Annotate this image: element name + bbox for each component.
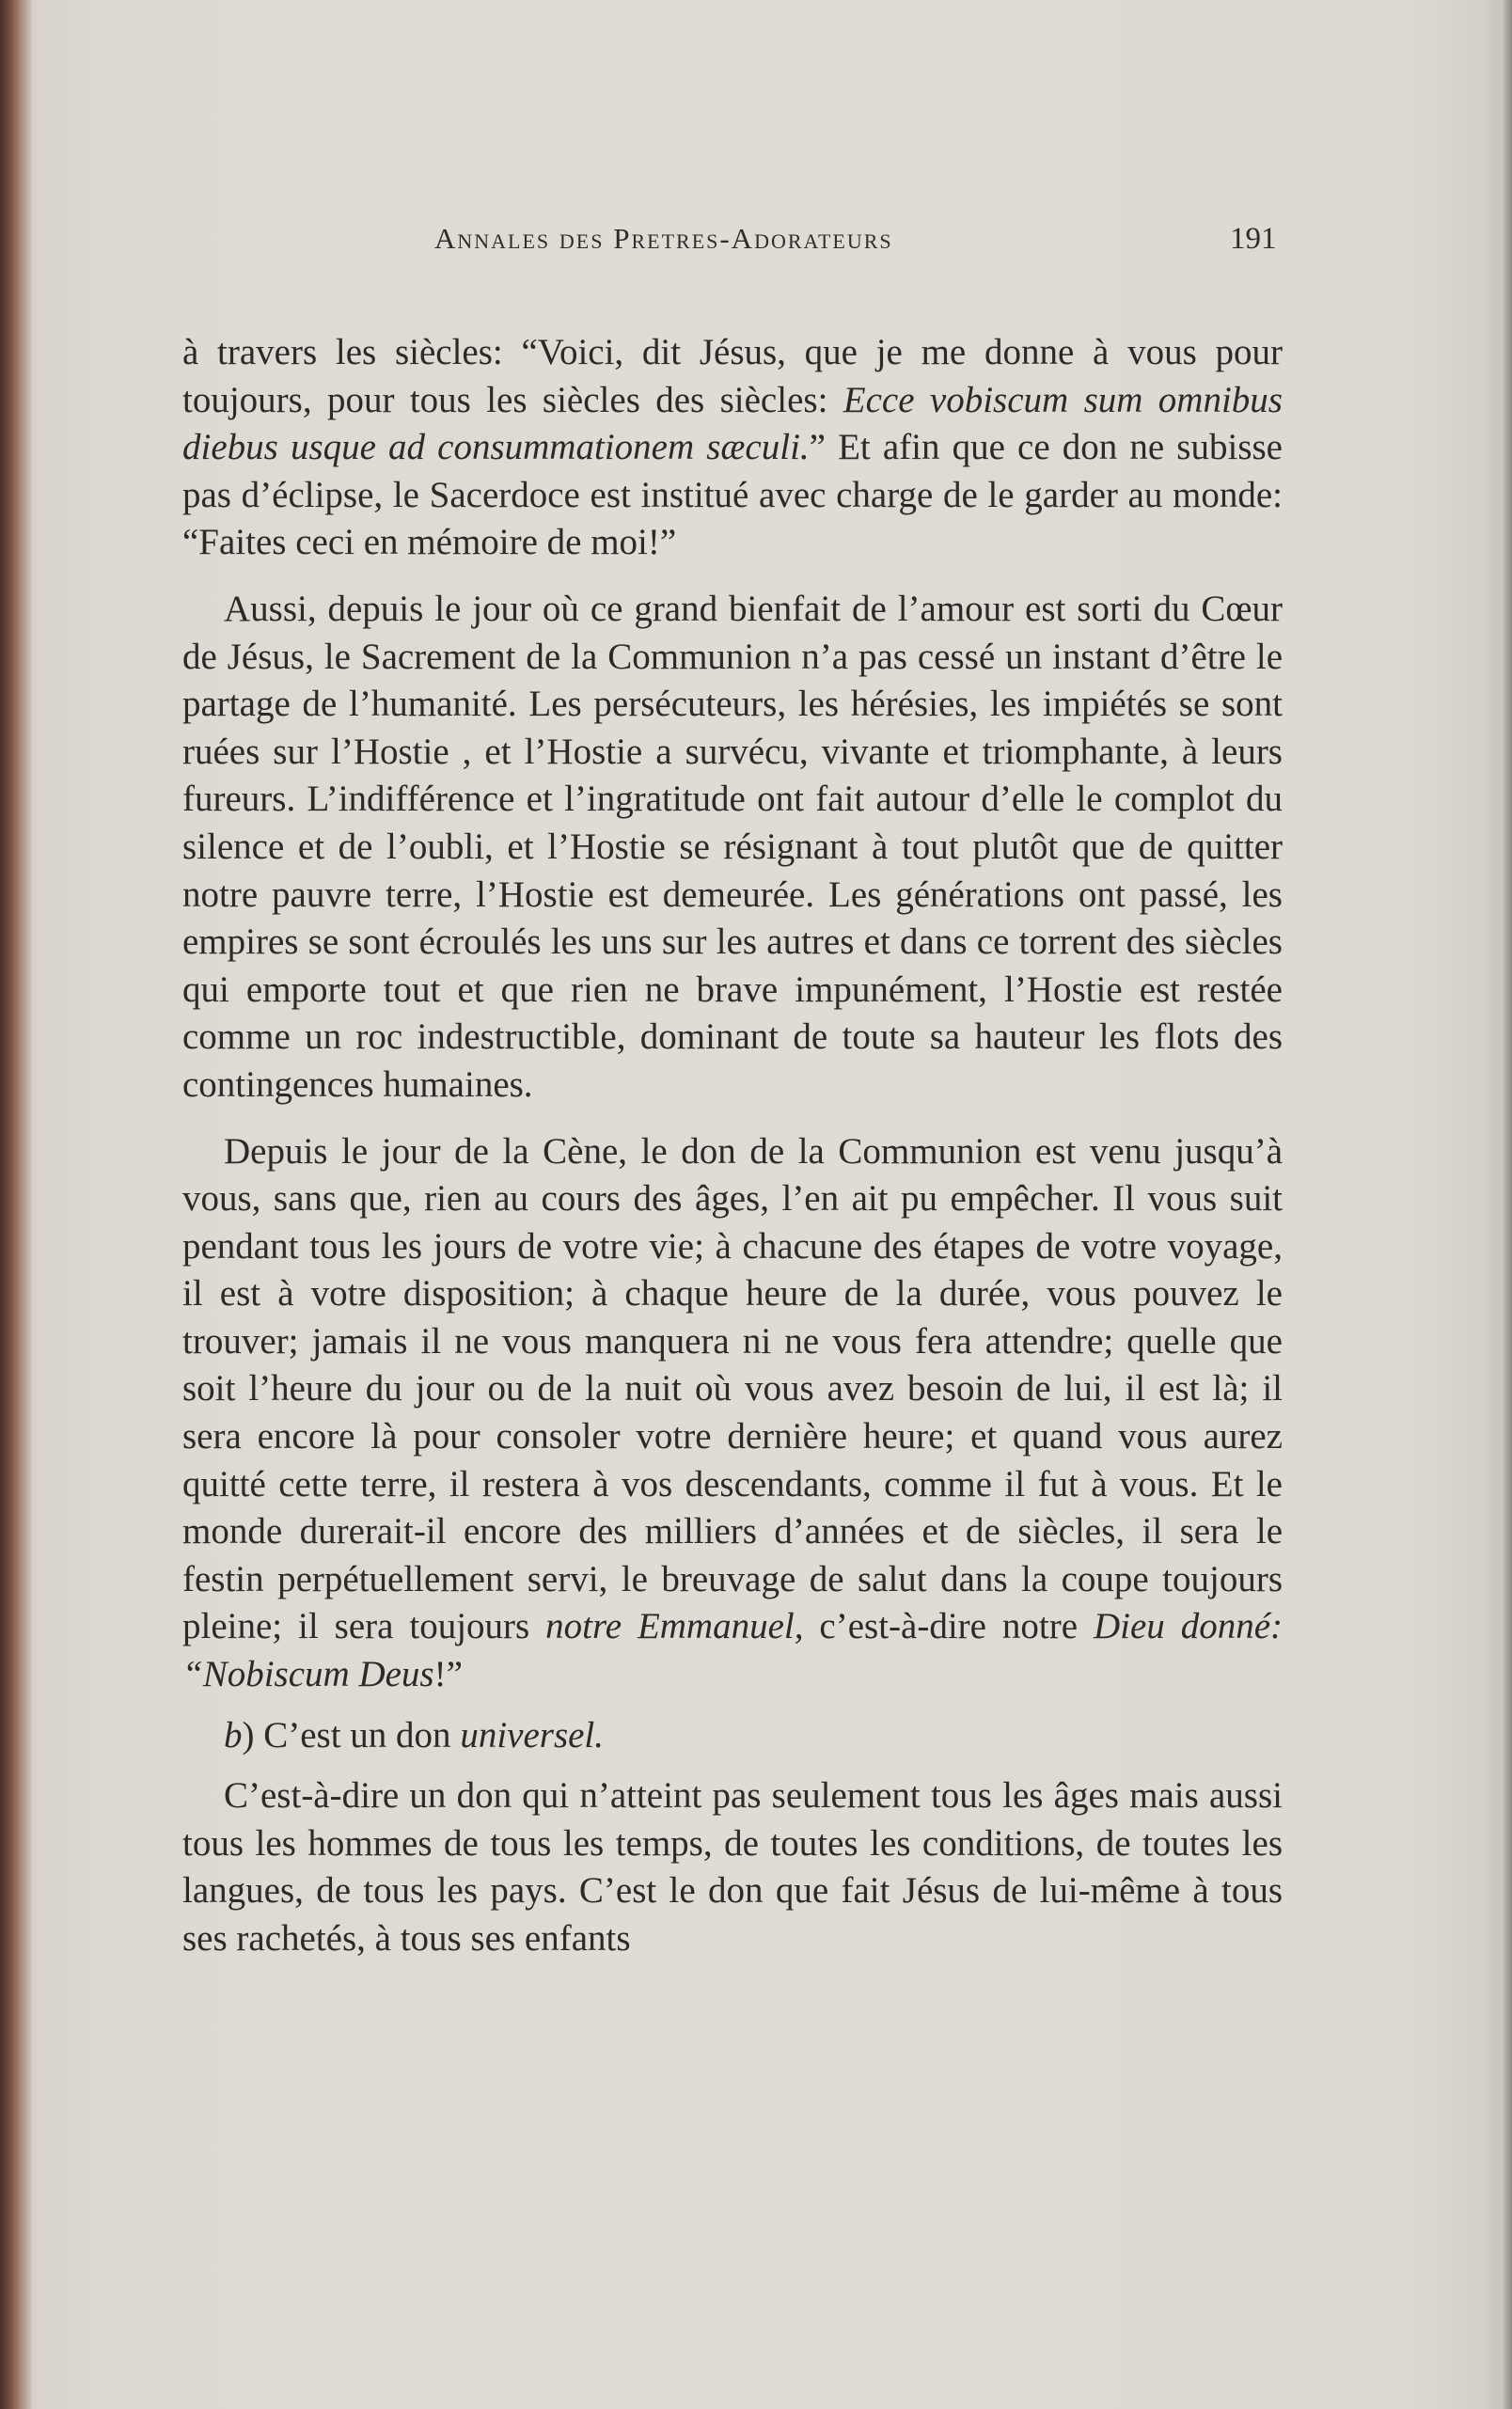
italic-text-segment: Ecce vobiscum sum omnibus diebus usque ad consummationem sæculi.	[182, 379, 1283, 468]
text-segment: c’est-à-dire notre	[803, 1606, 1094, 1647]
italic-text-segment: universel.	[460, 1714, 605, 1756]
paragraph	[182, 329, 1283, 567]
italic-text-segment: notre Emmanuel,	[545, 1606, 804, 1647]
text-segment: C’est-à-dire un don qui n’atteint pas seulement tous les âges mais aussi tous les hommes de tous les temps, de toutes les conditions, de toutes les langues, de tous les pays. C’est le don que fait Jésus de lui-même à tous ses rachetés, à tous ses enfants	[182, 1775, 1283, 1959]
paragraph	[182, 1128, 1283, 1699]
section-heading	[182, 1712, 1283, 1760]
page-right-edge	[1501, 0, 1512, 2409]
text-segment: à travers les siècles: “Voici, dit Jésus, que je me donne à vous pour toujours, pour tous les siècles des siècles:	[182, 332, 1283, 420]
paragraph	[182, 586, 1283, 1110]
paragraph	[182, 1772, 1283, 1962]
text-segment: !”	[433, 1654, 463, 1695]
page-number: 191	[1230, 222, 1277, 256]
text-segment: ) C’est un don	[242, 1714, 461, 1756]
book-spine-edge	[0, 0, 32, 2409]
italic-text-segment: Dieu donné: “Nobiscum Deus	[182, 1606, 1284, 1695]
text-segment: ” Et afin que ce don ne subisse pas d’éclipse, le Sacerdoce est institué avec charge de le garder au monde: “Faites ceci en mémoire de moi!”	[182, 427, 1283, 563]
italic-text-segment: b	[224, 1714, 243, 1756]
text-segment: Depuis le jour de la Cène, le don de la Communion est venu jusqu’à vous, sans que, rien au cours des âges, l’en ait pu empêcher. Il vous suit pendant tous les jours de votre vie; à chacune des étapes de votre voyage, il est à votre disposition; à chaque heure de la durée, vous pouvez le trouver; jamais il ne vous manquera ni ne vous fera attendre; quelle que soit l’heure du jour ou de la nuit où vous avez besoin de lui, il est là; il sera encore là pour consoler votre dernière heure; et quand vous aurez quitté cette terre, il restera à vos descendants, comme il fut à vous. Et le monde durerait-il encore des milliers d’années et de siècles, il sera le festin perpétuellement servi, le breuvage de salut dans la coupe toujours pleine; il sera toujours	[182, 1130, 1283, 1647]
text-segment: Aussi, depuis le jour où ce grand bienfait de l’amour est sorti du Cœur de Jésus, le Sacrement de la Communion n’a pas cessé un instant d’être le partage de l’humanité. Les persécuteurs, les hérésies, les impiétés se sont ruées sur l’Hostie , et l’Hostie a survécu, vivante et triomphante, à leurs fureurs. L’indifférence et l’ingratitude ont fait autour d’elle le complot du silence et de l’oubli, et l’Hostie se résignant à tout plutôt que de quitter notre pauvre terre, l’Hostie est demeurée. Les générations ont passé, les empires se sont écroulés les uns sur les autres et dans ce torrent des siècles qui emporte tout et que rien ne brave impunément, l’Hostie est restée comme un roc indestructible, dominant de toute sa hauteur les flots des contingences humaines.	[182, 588, 1283, 1105]
body-text	[182, 329, 1283, 1982]
running-head-title: Annales des Pretres-Adorateurs	[434, 222, 893, 255]
